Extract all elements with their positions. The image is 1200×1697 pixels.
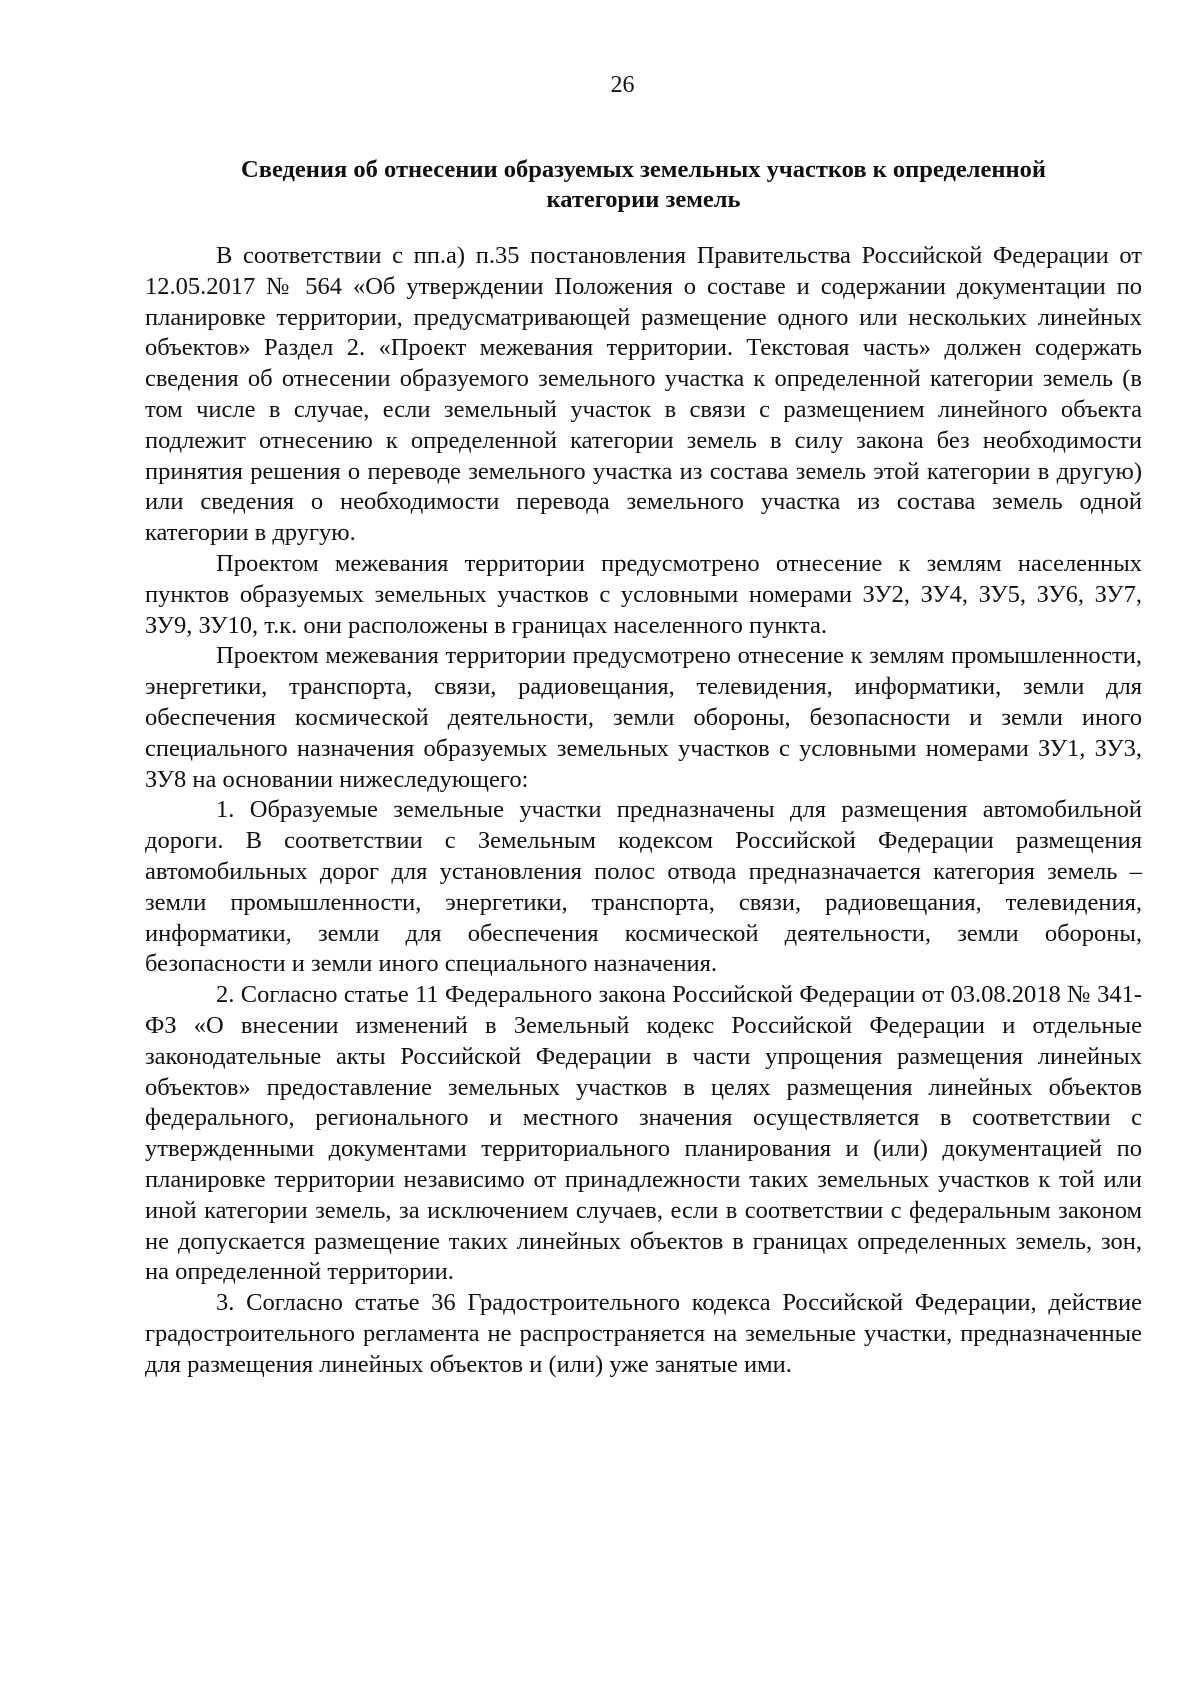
section-title-line-2: категории земель	[546, 186, 741, 213]
paragraph-reason-1: 1. Образуемые земельные участки предназначены для размещения автомобильной дороги. В соответствии с Земельным кодексом Российской Федерации размещения автомобильных дорог для установления полос отвода предназначается категория земель – земли промышленности, энергетики, транспорта, связи, радиовещания, телевидения, информатики, земли для обеспечения космической деятельности, земли обороны, безопасности и земли иного специального назначения.	[145, 796, 1142, 978]
paragraph-industrial-lands: Проектом межевания территории предусмотрено отнесение к землям промышленности, энергетики, транспорта, связи, радиовещания, телевидения, информатики, земли для обеспечения космической деятельности, земли обороны, безопасности и земли иного специального назначения образуемых земельных участков с условными номерами ЗУ1, ЗУ3, ЗУ8 на основании нижеследующего:	[145, 642, 1142, 793]
paragraph-reason-2: 2. Согласно статье 11 Федерального закона Российской Федерации от 03.08.2018 № 341-ФЗ «О внесении изменений в Земельный кодекс Российской Федерации и отдельные законодательные акты Российской Федерации в части упрощения размещения линейных объектов» предоставление земельных участков в целях размещения линейных объектов федерального, регионального и местного значения осуществляется в соответствии с утвержденными документами территориального планирования и (или) документацией по планировке территории независимо от принадлежности таких земельных участков к той или иной категории земель, за исключением случаев, если в соответствии с федеральным законом не допускается размещение таких линейных объектов в границах определенных земель, зон, на определенной территории.	[145, 981, 1142, 1286]
paragraph-settlement-lands: Проектом межевания территории предусмотрено отнесение к землям населенных пунктов образуемых земельных участков с условными номерами ЗУ2, ЗУ4, ЗУ5, ЗУ6, ЗУ7, ЗУ9, ЗУ10, т.к. они расположены в границах населенного пункта.	[145, 549, 1142, 639]
section-title-line-1: Сведения об отнесении образуемых земельных участков к определенной	[241, 156, 1046, 183]
section-title	[145, 155, 1142, 215]
document-body	[145, 155, 1142, 1380]
page-number: 26	[610, 72, 635, 98]
paragraph-legal-basis: В соответствии с пп.а) п.35 постановления Правительства Российской Федерации от 12.05.2017 № 564 «Об утверждении Положения о составе и содержании документации по планировке территории, предусматривающей размещение одного или нескольких линейных объектов» Раздел 2. «Проект межевания территории. Текстовая часть» должен содержать сведения об отнесении образуемого земельного участка к определенной категории земель (в том числе в случае, если земельный участок в связи с размещением линейного объекта подлежит отнесению к определенной категории земель в силу закона без необходимости принятия решения о переводе земельного участка из состава земель этой категории в другую) или сведения о необходимости перевода земельного участка из состава земель одной категории в другую.	[145, 242, 1142, 547]
paragraph-reason-3: 3. Согласно статье 36 Градостроительного кодекса Российской Федерации, действие градостроительного регламента не распространяется на земельные участки, предназначенные для размещения линейных объектов и (или) уже занятые ими.	[145, 1289, 1142, 1378]
